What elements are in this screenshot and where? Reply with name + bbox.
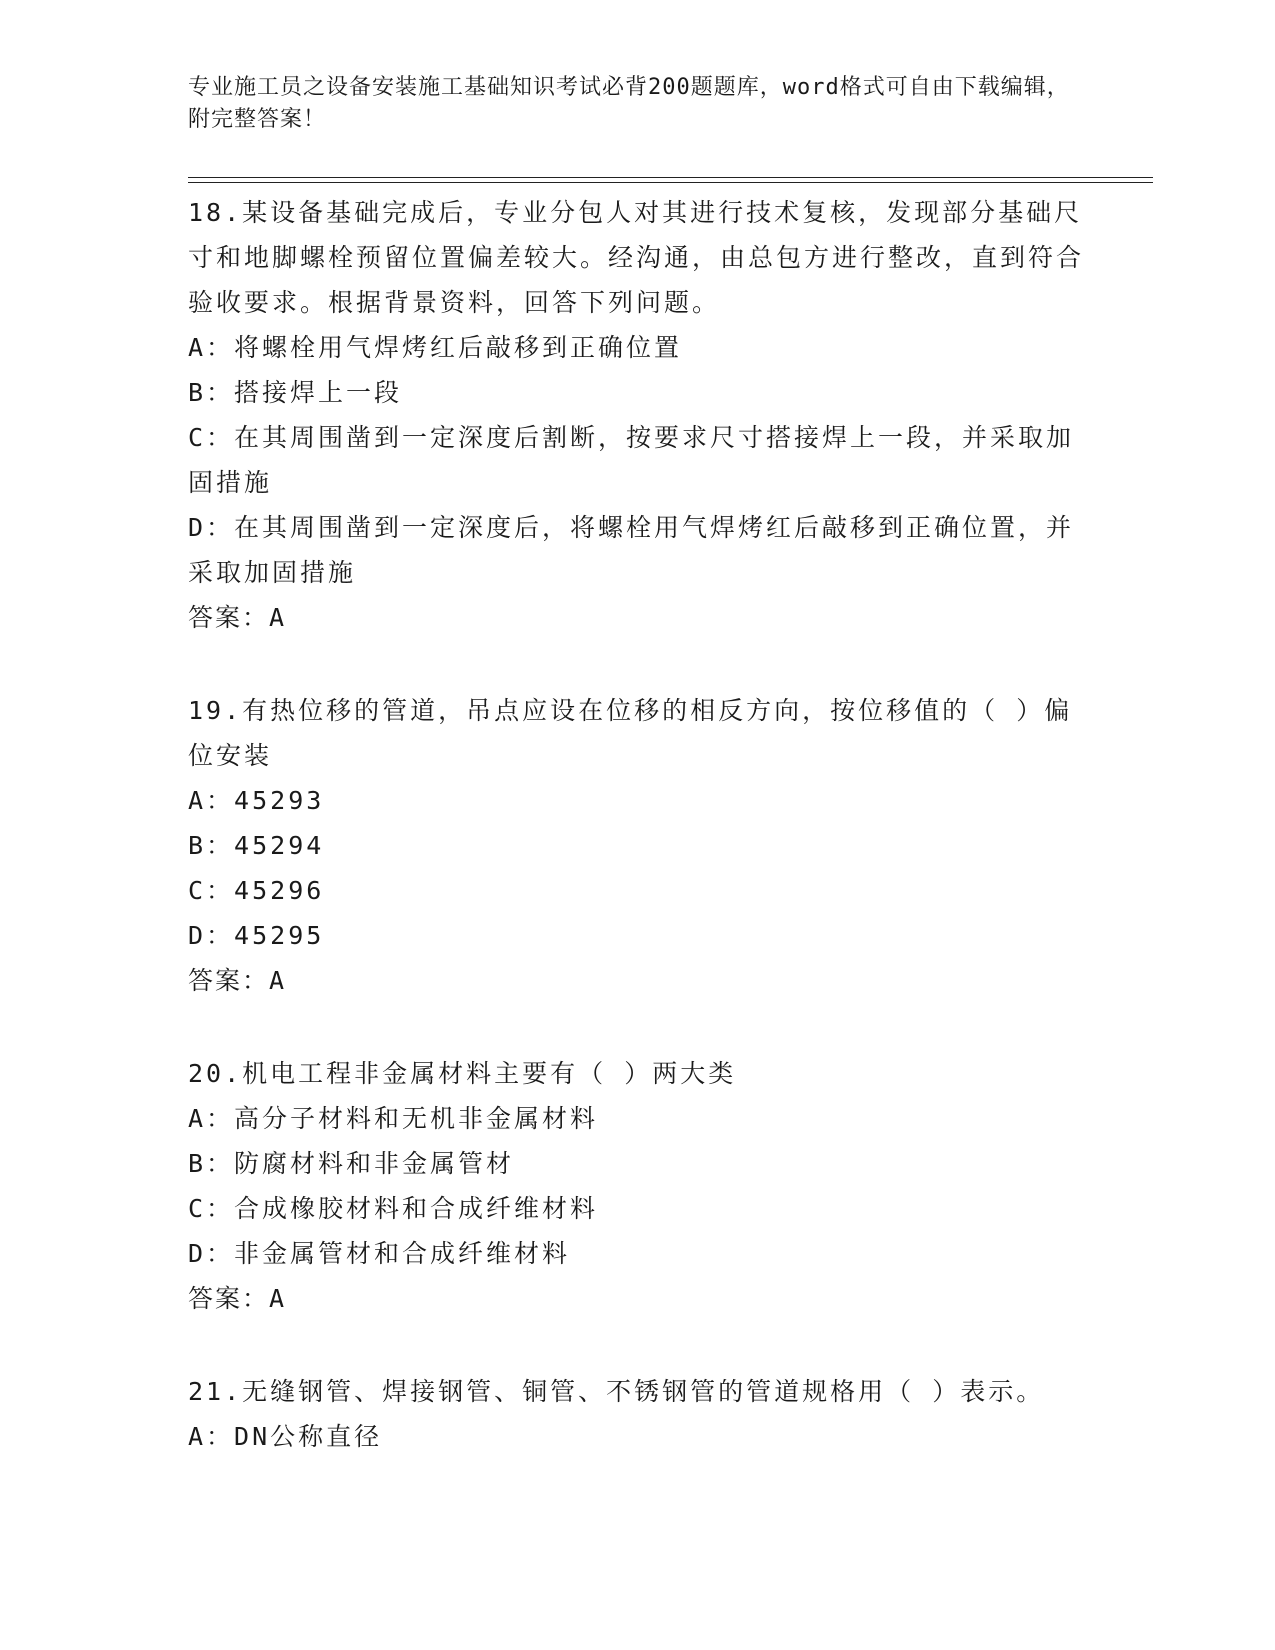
option-b: B：防腐材料和非金属管材 bbox=[188, 1149, 515, 1178]
option-d: D：在其周围凿到一定深度后，将螺栓用气焊烤红后敲移到正确位置，并采取加固措施 bbox=[188, 513, 1075, 587]
option-c: C：45296 bbox=[188, 876, 325, 905]
answer-line: 答案：A bbox=[188, 603, 287, 632]
header-divider-top bbox=[188, 177, 1153, 178]
document-header bbox=[188, 72, 1088, 136]
option-d: D：45295 bbox=[188, 921, 325, 950]
question-text: 18.某设备基础完成后，专业分包人对其进行技术复核，发现部分基础尺寸和地脚螺栓预留位置偏差较大。经沟通，由总包方进行整改，直到符合验收要求。根据背景资料，回答下列问题。 bbox=[188, 198, 1085, 317]
option-c: C：合成橡胶材料和合成纤维材料 bbox=[188, 1194, 599, 1223]
option-a: A：45293 bbox=[188, 786, 325, 815]
spacer bbox=[188, 1007, 1088, 1051]
question-20 bbox=[188, 1051, 1088, 1321]
answer-line: 答案：A bbox=[188, 1284, 287, 1313]
option-a: A：高分子材料和无机非金属材料 bbox=[188, 1104, 599, 1133]
question-18 bbox=[188, 190, 1088, 640]
question-text: 20.机电工程非金属材料主要有（ ）两大类 bbox=[188, 1059, 737, 1088]
question-text: 21.无缝钢管、焊接钢管、铜管、不锈钢管的管道规格用（ ）表示。 bbox=[188, 1377, 1045, 1406]
spacer bbox=[188, 1325, 1088, 1369]
header-divider-bottom bbox=[188, 182, 1153, 183]
option-b: B：45294 bbox=[188, 831, 325, 860]
option-a: A：DN公称直径 bbox=[188, 1422, 383, 1451]
option-d: D：非金属管材和合成纤维材料 bbox=[188, 1239, 571, 1268]
question-19 bbox=[188, 688, 1088, 1003]
header-text: 专业施工员之设备安装施工基础知识考试必背200题题库，word格式可自由下载编辑，附完整答案！ bbox=[188, 75, 1070, 132]
option-a: A：将螺栓用气焊烤红后敲移到正确位置 bbox=[188, 333, 683, 362]
question-text: 19.有热位移的管道，吊点应设在位移的相反方向，按位移值的（ ）偏位安装 bbox=[188, 696, 1073, 770]
question-21 bbox=[188, 1369, 1088, 1459]
option-b: B：搭接焊上一段 bbox=[188, 378, 403, 407]
answer-line: 答案：A bbox=[188, 966, 287, 995]
question-list bbox=[188, 190, 1088, 1463]
spacer bbox=[188, 644, 1088, 688]
option-c: C：在其周围凿到一定深度后割断，按要求尺寸搭接焊上一段，并采取加固措施 bbox=[188, 423, 1075, 497]
